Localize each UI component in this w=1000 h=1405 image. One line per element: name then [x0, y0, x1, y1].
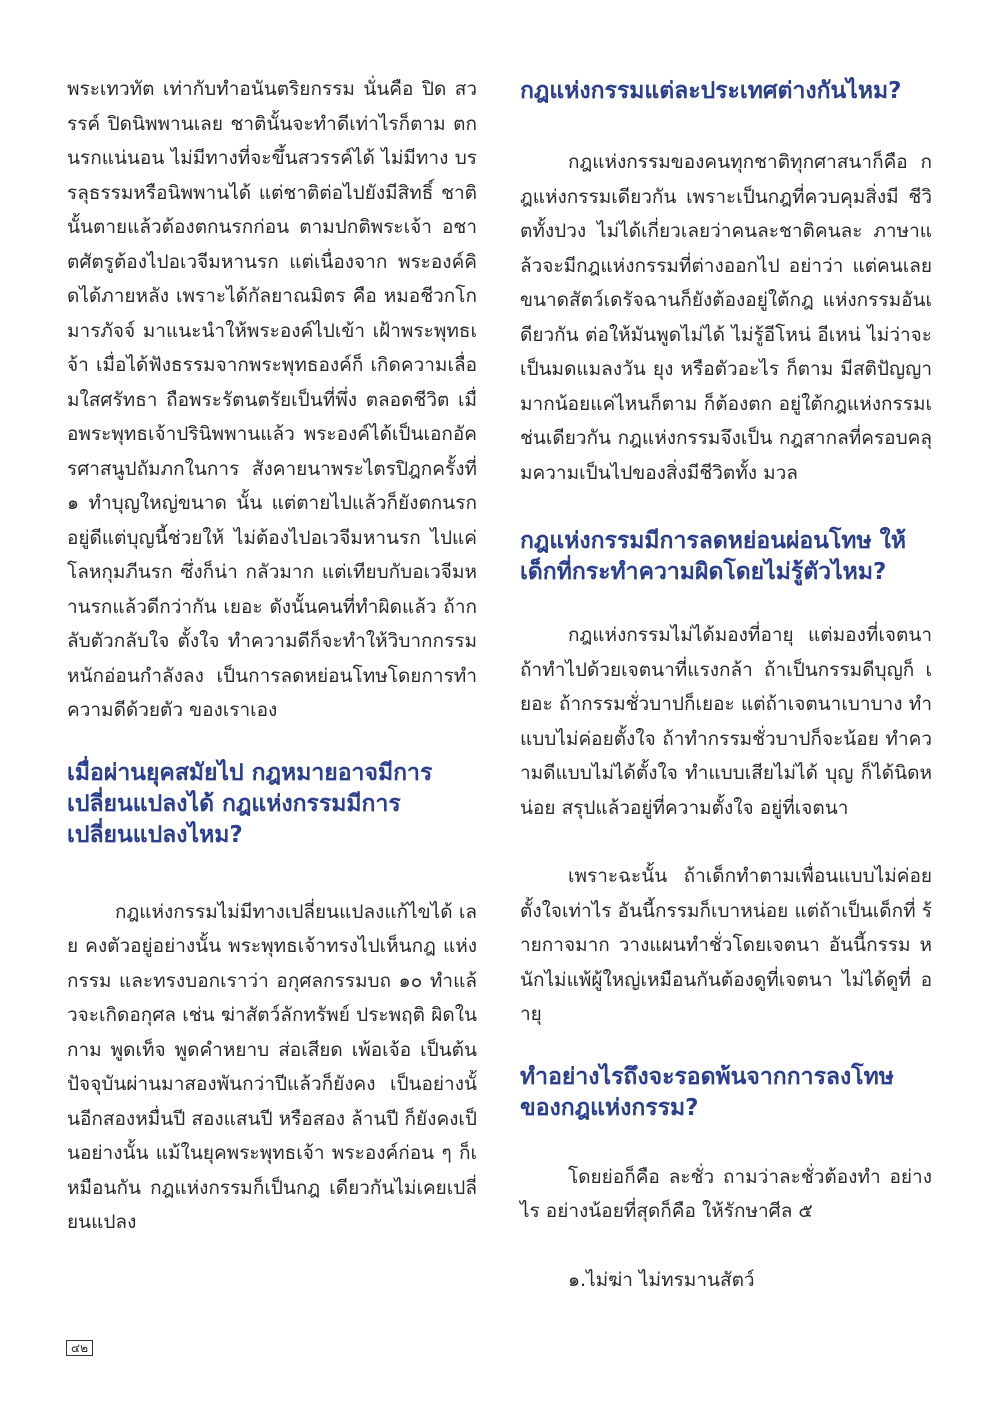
heading-child: กฎแห่งกรรมมีการลดหย่อนผ่อนโทษ ให้เด็กที่กระทำความผิดโดยไม่รู้ตัวไหม?: [520, 528, 907, 585]
precept-item: ๑.ไม่ฆ่า ไม่ทรมานสัตว์: [568, 1268, 755, 1291]
paragraph-child-2: เพราะฉะนั้น ถ้าเด็กทำตามเพื่อนแบบไม่ค่อย ตั้งใจเท่าไร อันนี้กรรมก็เบาหน่อย แต่ถ้าเป็นเด็กที่ ร้ายกาจมาก วางแผนทำชั่วโดยเจตนา อันนี้กรรม หนักไม่แพ้ผู้ใหญ่เหมือนกันต้องดูที่เจตนา ไม่ได้ดูที่ อายุ: [520, 865, 932, 1025]
right-column: [520, 76, 932, 1297]
paragraph-child-1: กฎแห่งกรรมไม่ได้มองที่อายุ แต่มองที่เจตนา ถ้าทำไปด้วยเจตนาที่แรงกล้า ถ้าเป็นกรรมดีบุญก็ เยอะ ถ้ากรรมชั่วบาปก็เยอะ แต่ถ้าเจตนาเบาบาง ทำแบบไม่ค่อยตั้งใจ ถ้าทำกรรมชั่วบาปก็จะน้อย ทำความดีแบบไม่ได้ตั้งใจ ทำแบบเสียไม่ได้ บุญ ก็ได้นิดหน่อย สรุปแล้วอยู่ที่ความตั้งใจ อยู่ที่เจตนา: [520, 624, 932, 819]
heading-law-change: เมื่อผ่านยุคสมัยไป กฎหมายอาจมีการ เปลี่ยนแปลงได้ กฎแห่งกรรมมีการ เปลี่ยนแปลงไหม?: [67, 759, 433, 848]
paragraph-country: กฎแห่งกรรมของคนทุกชาติทุกศาสนาก็คือ กฎแห่งกรรมเดียวกัน เพราะเป็นกฎที่ควบคุมสิ่งมี ชีวิตทั้งปวง ไม่ได้เกี่ยวเลยว่าคนละชาติคนละ ภาษาแล้วจะมีกฎแห่งกรรมที่ต่างออกไป อย่าว่า แต่คนเลย ขนาดสัตว์เดรัจฉานก็ยังต้องอยู่ใต้กฎ แห่งกรรมอันเดียวกัน ต่อให้มันพูดไม่ได้ ไม่รู้อีโหน่ อีเหน่ ไม่ว่าจะเป็นมดแมลงวัน ยุง หรือตัวอะไร ก็ตาม มีสติปัญญามากน้อยแค่ไหนก็ตาม ก็ต้องตก อยู่ใต้กฎแห่งกรรมเช่นเดียวกัน กฎแห่งกรรมจึงเป็น กฎสากลที่ครอบคลุมความเป็นไปของสิ่งมีชีวิตทั้ง มวล: [520, 151, 932, 484]
paragraph-intro: พระเทวทัต เท่ากับทำอนันตริยกรรม นั่นคือ ปิด สวรรค์ ปิดนิพพานเลย ชาตินั้นจะทำดีเท่าไรก็ตาม ตกนรกแน่นอน ไม่มีทางที่จะขึ้นสวรรค์ได้ ไม่มีทาง บรรลุธรรมหรือนิพพานได้ แต่ชาติต่อไปยังมีสิทธิ์ ชาตินั้นตายแล้วต้องตกนรกก่อน ตามปกติพระเจ้า อชาตศัตรูต้องไปอเวจีมหานรก แต่เนื่องจาก พระองค์คิดได้ภายหลัง เพราะได้กัลยาณมิตร คือ หมอชีวกโกมารภัจจ์ มาแนะนำให้พระองค์ไปเข้า เฝ้าพระพุทธเจ้า เมื่อได้ฟังธรรมจากพระพุทธองค์ก็ เกิดความเลื่อมใสศรัทธา ถือพระรัตนตรัยเป็นที่พึ่ง ตลอดชีวิต เมื่อพระพุทธเจ้าปรินิพพานแล้ว พระองค์ได้เป็นเอกอัครศาสนูปถัมภกในการ สังคายนาพระไตรปิฎกครั้งที่ ๑ ทำบุญใหญ่ขนาด นั้น แต่ตายไปแล้วก็ยังตกนรกอยู่ดีแต่บุญนี้ช่วยให้ ไม่ต้องไปอเวจีมหานรก ไปแค่โลหกุมภีนรก ซึ่งก็น่า กลัวมาก แต่เทียบกับอเวจีมหานรกแล้วดีกว่ากัน เยอะ ดังนั้นคนที่ทำผิดแล้ว ถ้ากลับตัวกลับใจ ตั้งใจ ทำความดีก็จะทำให้วิบากกรรมหนักอ่อนกำลังลง เป็นการลดหย่อนโทษโดยการทำความดีด้วยตัว ของเราเอง: [67, 78, 477, 721]
left-column: [67, 72, 477, 1240]
page-number: ๔๒: [66, 1340, 93, 1356]
heading-escape: ทำอย่างไรถึงจะรอดพ้นจากการลงโทษ ของกฎแห่งกรรม?: [520, 1063, 894, 1121]
paragraph-law-change: กฎแห่งกรรมไม่มีทางเปลี่ยนแปลงแก้ไขได้ เลย คงตัวอยู่อย่างนั้น พระพุทธเจ้าทรงไปเห็นกฎ แห่งกรรม และทรงบอกเราว่า อกุศลกรรมบถ ๑๐ ทำแล้วจะเกิดอกุศล เช่น ฆ่าสัตว์ลักทรัพย์ ประพฤติ ผิดในกาม พูดเท็จ พูดคำหยาบ ส่อเสียด เพ้อเจ้อ เป็นต้น ปัจจุบันผ่านมาสองพันกว่าปีแล้วก็ยังคง เป็นอย่างนั้นอีกสองหมื่นปี สองแสนปี หรือสอง ล้านปี ก็ยังคงเป็นอย่างนั้น แม้ในยุคพระพุทธเจ้า พระองค์ก่อน ๆ ก็เหมือนกัน กฎแห่งกรรมก็เป็นกฎ เดียวกันไม่เคยเปลี่ยนแปลง: [67, 900, 477, 1233]
paragraph-escape: โดยย่อก็คือ ละชั่ว ถามว่าละชั่วต้องทำ อย่างไร อย่างน้อยที่สุดก็คือ ให้รักษาศีล ๕: [520, 1165, 932, 1222]
heading-country: กฎแห่งกรรมแต่ละประเทศต่างกันไหม?: [520, 78, 902, 104]
